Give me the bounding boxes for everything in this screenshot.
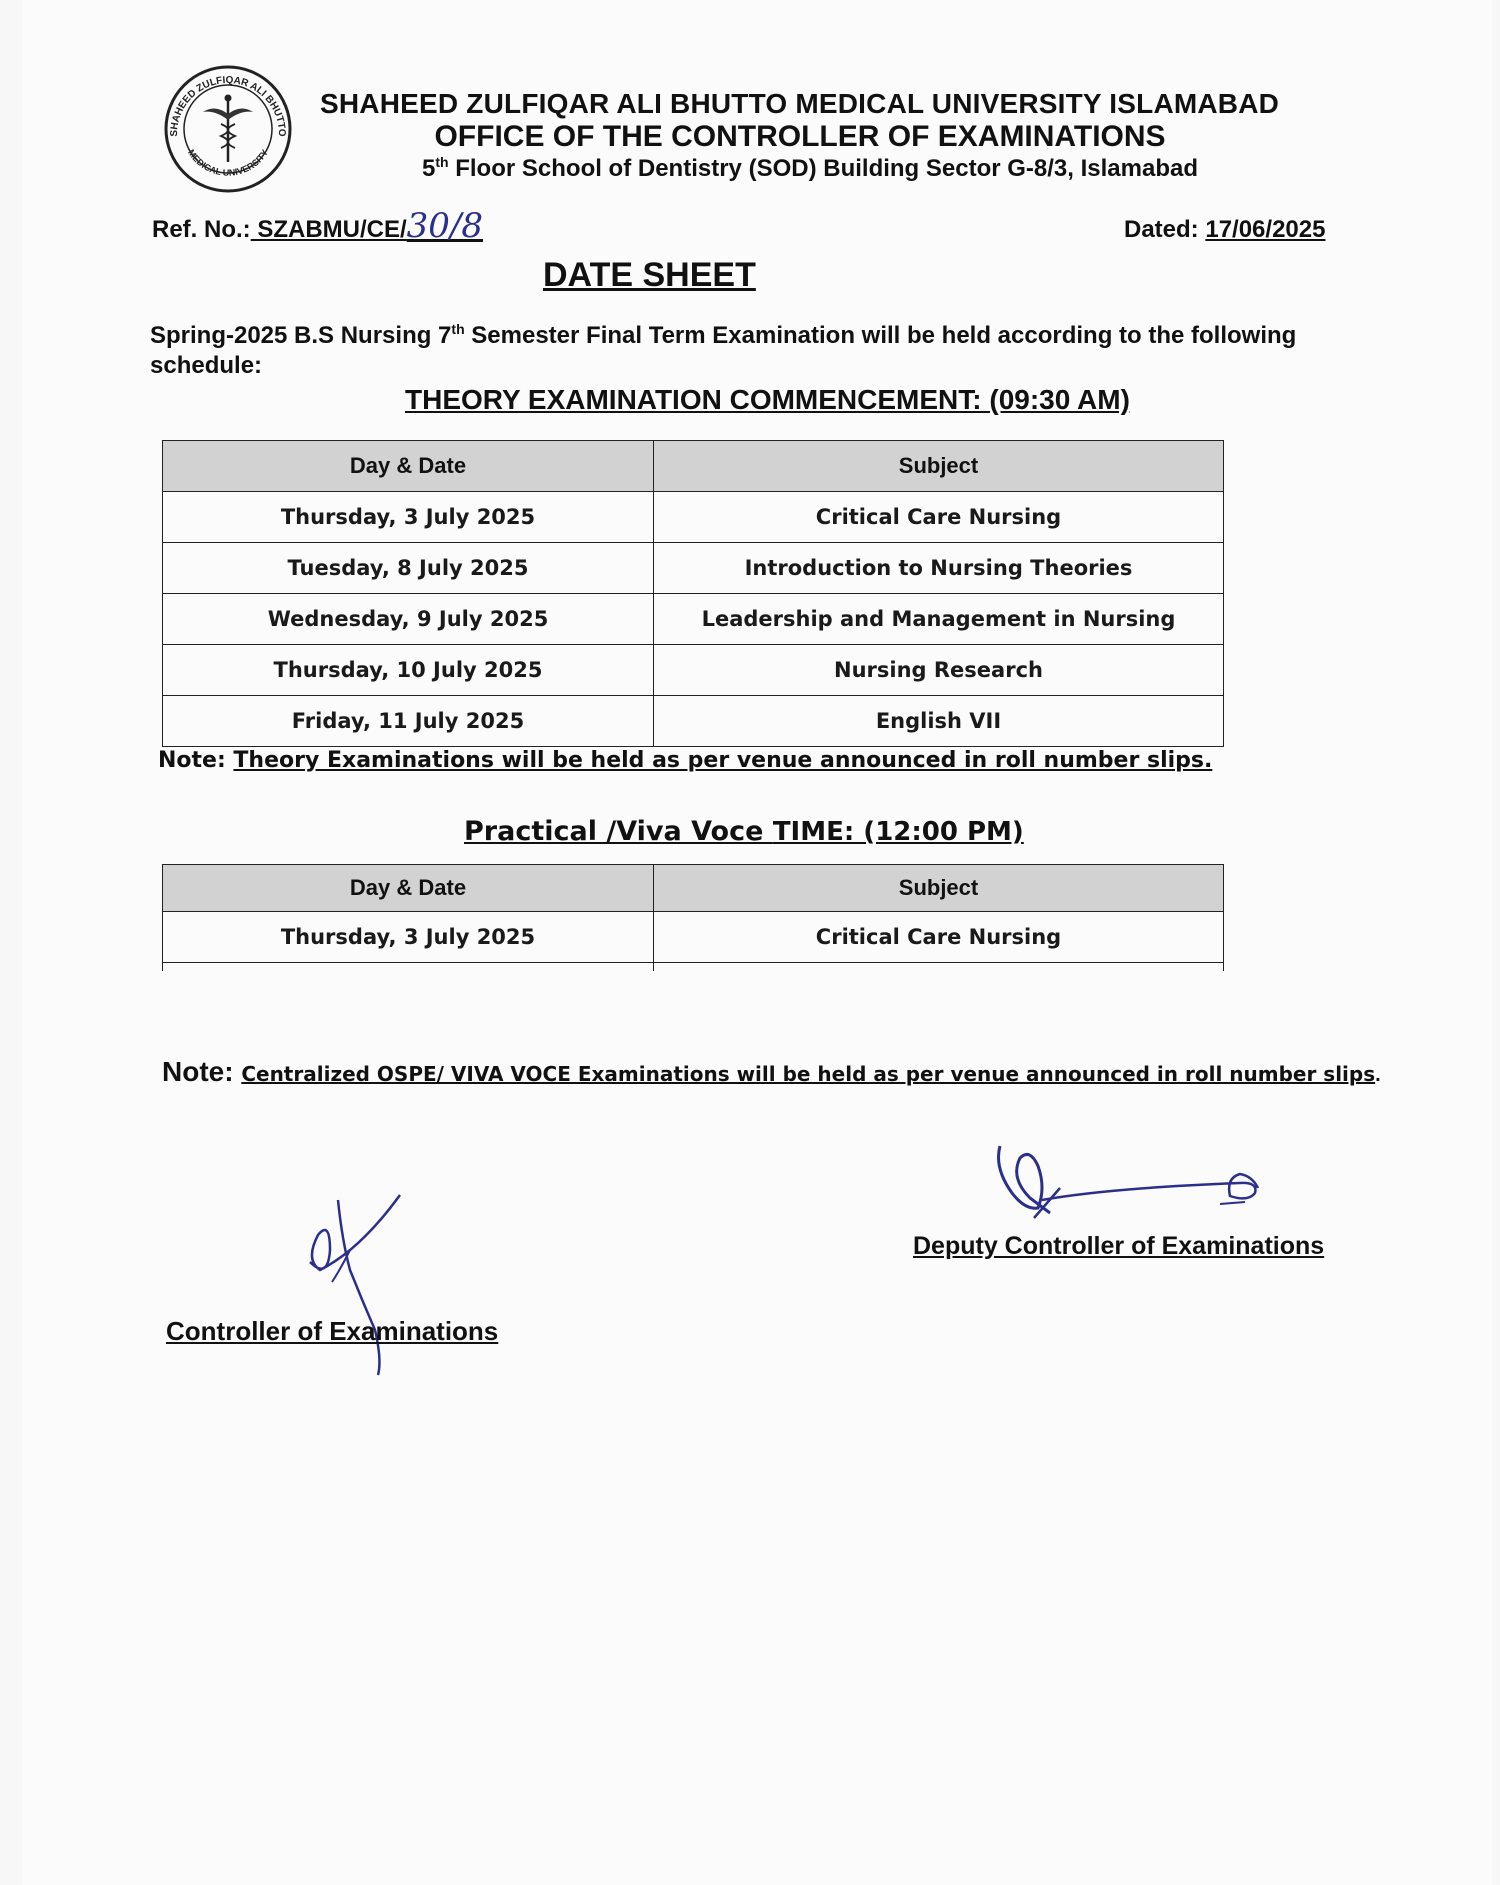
column-header-subject: Subject [654, 865, 1224, 912]
address-sup: th [435, 154, 449, 170]
cell-date: Wednesday, 9 July 2025 [163, 594, 654, 645]
table-header-row [163, 865, 1224, 912]
cell-subject: Nursing Research [654, 645, 1224, 696]
cell-subject: Introduction to Nursing Theories [654, 543, 1224, 594]
note-text: Theory Examinations will be held as per venue announced in roll number slips. [233, 748, 1213, 773]
cell-subject: Critical Care Nursing [654, 492, 1224, 543]
table-row [163, 543, 1224, 594]
cell-date: Thursday, 10 July 2025 [163, 645, 654, 696]
practical-note [162, 1056, 1381, 1088]
controller-signature-icon [290, 1190, 420, 1380]
practical-heading-main: Practical /Viva Voce [464, 816, 773, 847]
practical-heading-time: TIME: (12:00 PM) [772, 817, 1024, 847]
theory-heading: THEORY EXAMINATION COMMENCEMENT: (09:30 AM) [405, 384, 1130, 415]
column-header-day-date: Day & Date [163, 865, 654, 912]
column-header-subject: Subject [654, 441, 1224, 492]
note-label: Note: [158, 748, 234, 773]
cell-subject: Critical Care Nursing [654, 912, 1224, 963]
table-row [163, 696, 1224, 747]
address-rest: Floor School of Dentistry (SOD) Building Sector G-8/3, Islamabad [448, 155, 1198, 182]
table-row [163, 912, 1224, 963]
dated-label: Dated: [1124, 216, 1199, 243]
university-name: SHAHEED ZULFIQAR ALI BHUTTO MEDICAL UNIVERSITY ISLAMABAD [320, 88, 1280, 119]
ref-handwritten: 30/8 [406, 206, 484, 246]
date-line [1124, 216, 1325, 244]
deputy-controller-title: Deputy Controller of Examinations [913, 1232, 1325, 1260]
table-header-row [163, 441, 1224, 492]
reference-number [152, 206, 483, 246]
intro-sup: th [451, 321, 465, 337]
address-prefix: 5 [421, 155, 436, 182]
theory-schedule-table [162, 440, 1224, 747]
cell-empty [654, 963, 1224, 972]
ref-value: SZABMU/CE/ [250, 216, 407, 243]
page-title: DATE SHEET [543, 256, 756, 294]
practical-heading [464, 816, 1024, 847]
table-row-cut [163, 963, 1224, 972]
seal-top-text: SHAHEED ZULFIQAR ALI BHUTTO [168, 74, 288, 137]
intro-before: Spring-2025 B.S Nursing 7 [150, 322, 452, 349]
note2-label: Note: [162, 1056, 242, 1087]
university-seal-icon [163, 64, 293, 194]
intro-after: Semester Final Term Examination will be held according to the following schedule: [150, 322, 1297, 379]
table-row [163, 645, 1224, 696]
column-header-day-date: Day & Date [163, 441, 654, 492]
cell-subject: English VII [654, 696, 1224, 747]
ref-label: Ref. No.: [152, 216, 251, 243]
cell-date: Friday, 11 July 2025 [163, 696, 654, 747]
note2-end: . [1375, 1064, 1381, 1086]
cell-date: Thursday, 3 July 2025 [163, 492, 654, 543]
table-row [163, 594, 1224, 645]
office-name: OFFICE OF THE CONTROLLER OF EXAMINATIONS [434, 120, 1166, 153]
practical-schedule-table [162, 864, 1224, 971]
table-row [163, 492, 1224, 543]
cell-subject: Leadership and Management in Nursing [654, 594, 1224, 645]
seal-bottom-text: MEDICAL UNIVERSITY [186, 147, 270, 178]
intro-paragraph [150, 314, 1350, 381]
office-address [360, 154, 1260, 183]
dated-value: 17/06/2025 [1205, 216, 1326, 243]
cell-date: Thursday, 3 July 2025 [163, 912, 654, 963]
theory-note [158, 748, 1212, 773]
controller-title: Controller of Examinations [166, 1316, 499, 1346]
cell-date: Tuesday, 8 July 2025 [163, 543, 654, 594]
cell-empty [163, 963, 654, 972]
deputy-signature-icon [990, 1138, 1280, 1238]
note2-text: Centralized OSPE/ VIVA VOCE Examinations will be held as per venue announced in roll number slips [241, 1062, 1376, 1086]
